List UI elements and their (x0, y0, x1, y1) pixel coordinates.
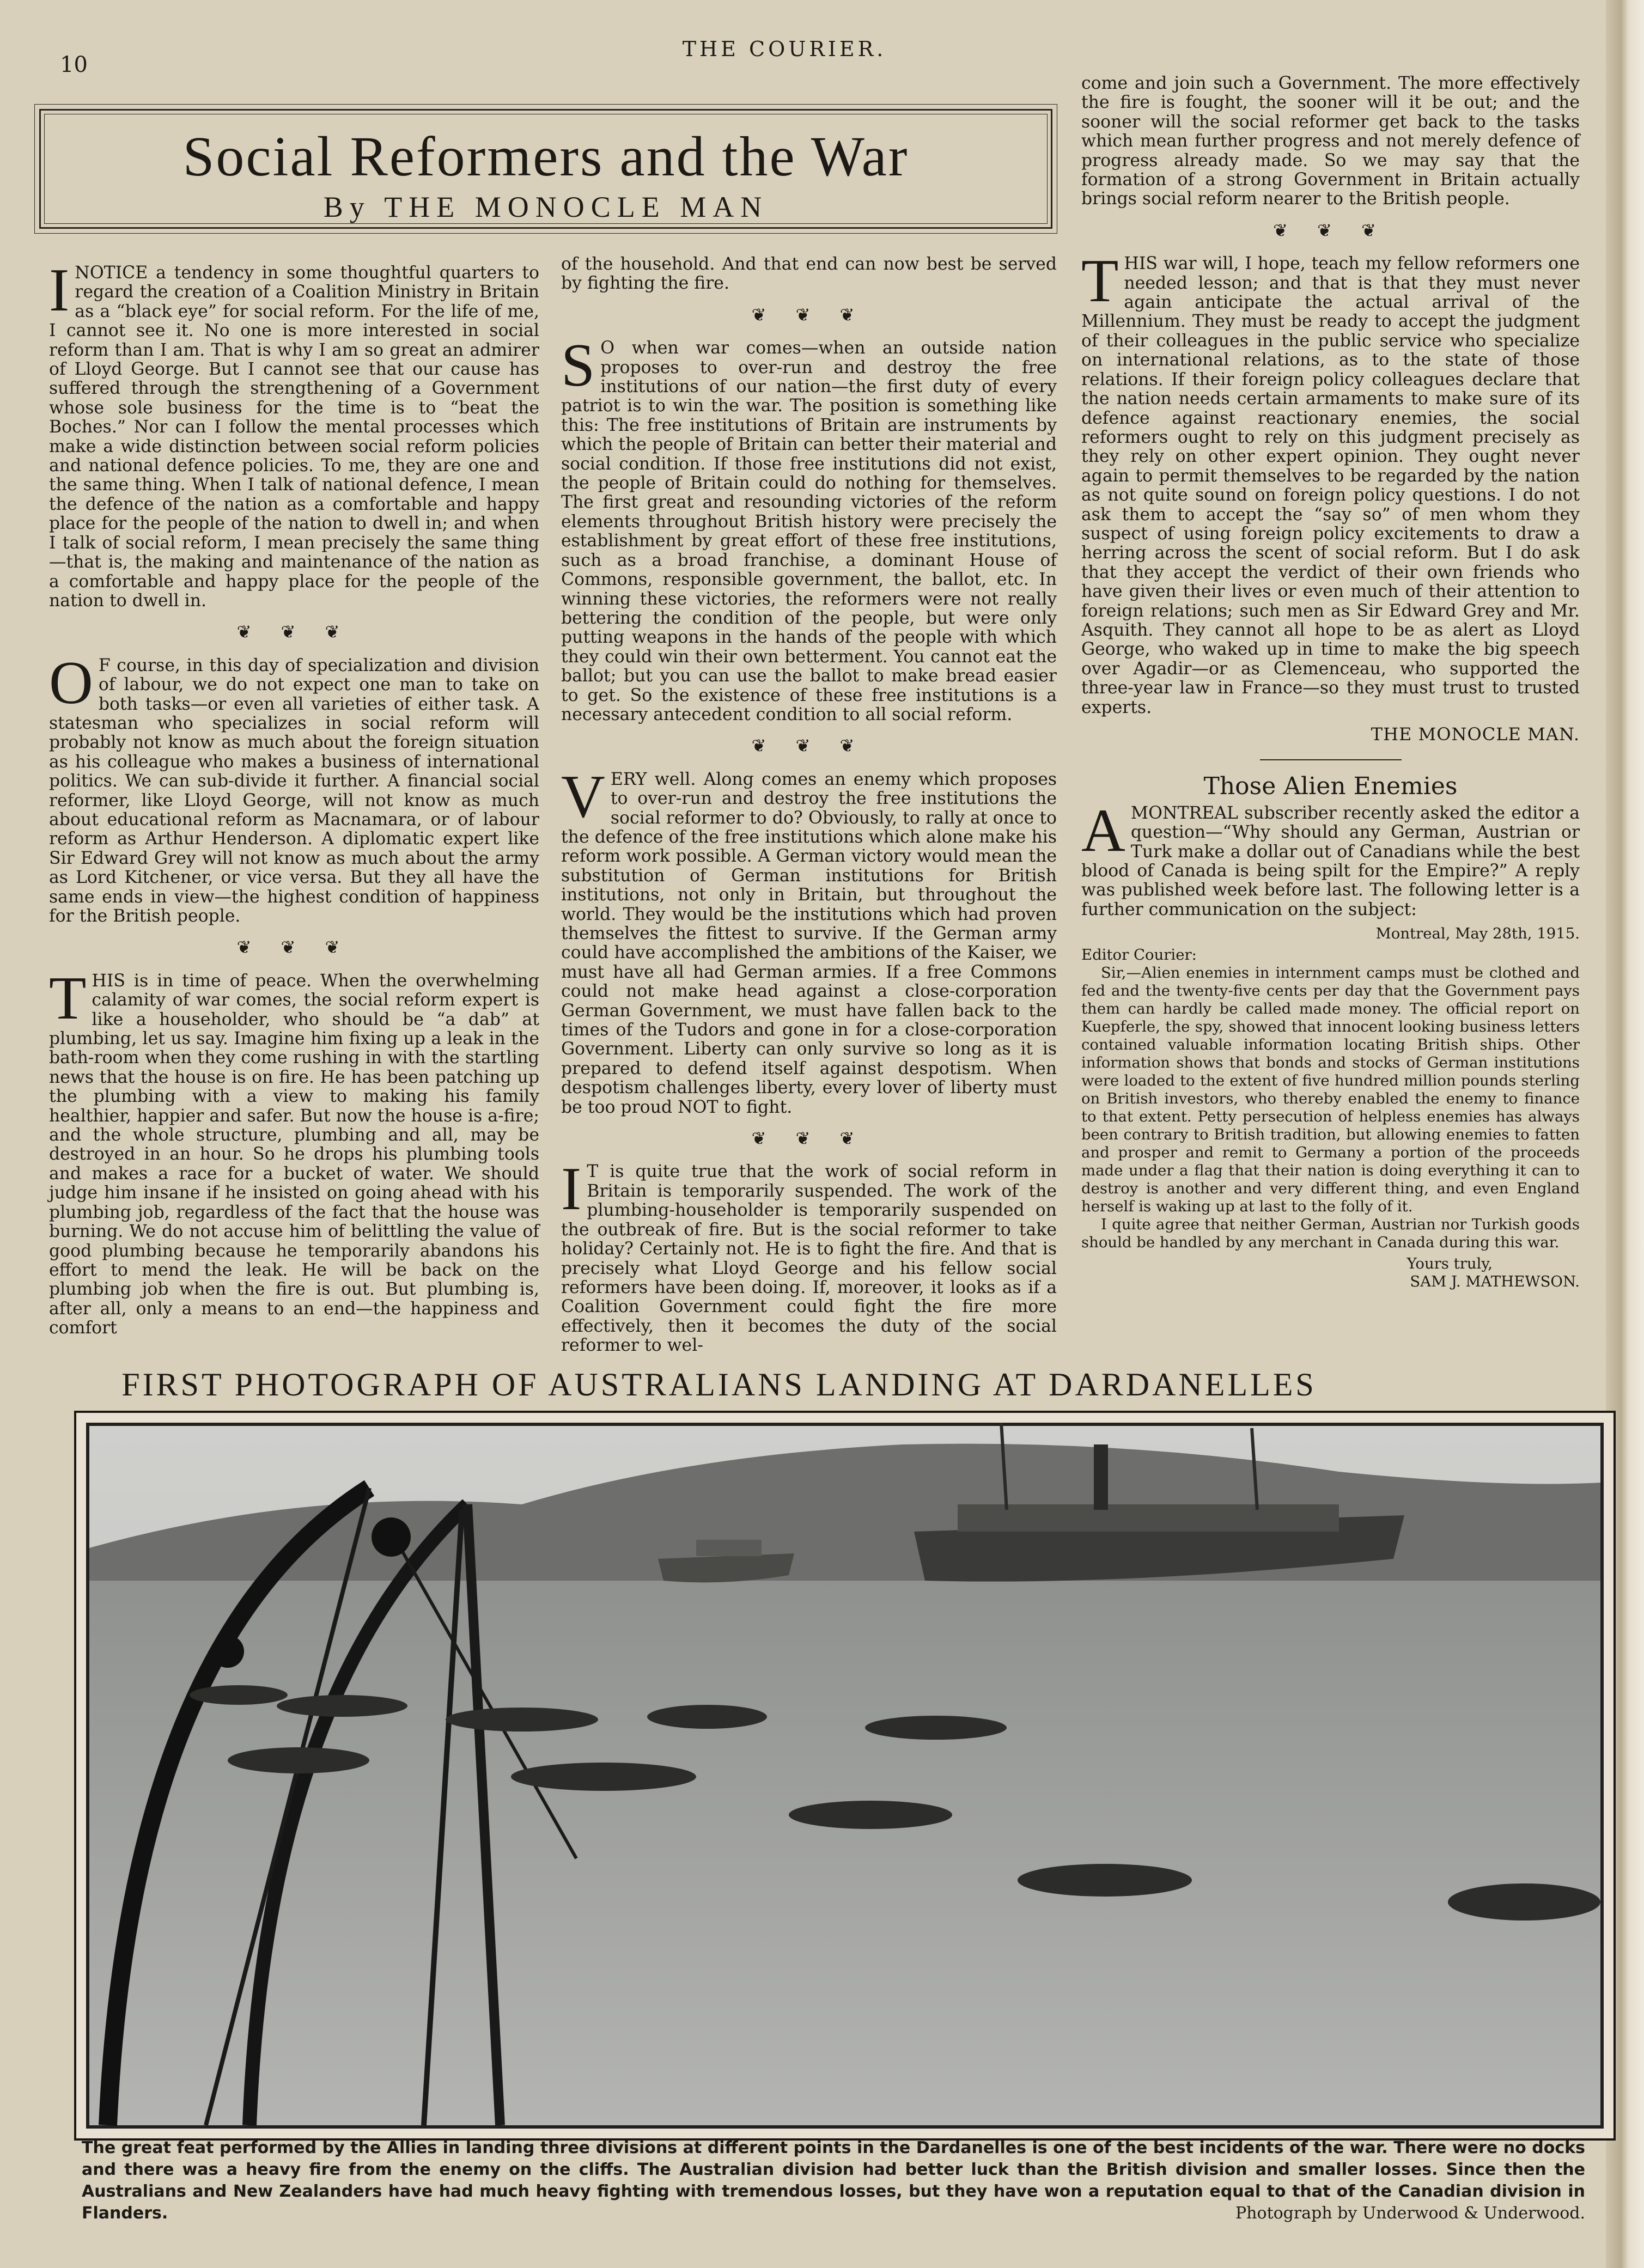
photo-frame (74, 1411, 1616, 2141)
column-1 (49, 257, 539, 1338)
col1-para (49, 257, 539, 611)
col2-para (561, 763, 1057, 1117)
col2-para (561, 332, 1057, 724)
col2-para (561, 255, 1057, 294)
paragraph-text: O when war comes—when an outside nation proposes to over-run and destroy the free institutions of our nation—the first duty of every patriot is to win the war. The position is something like this: The free institutions of Britain are instruments by which the people of Britain can better their material and social condition. If those free institutions did not exist, the people of Britain could do nothing for themselves. The first great and resounding victories of the reform elements throughout British history were precisely the establishment by great effort of these free institutions, such as a broad franchise, a dominant House of Commons, responsible government, the ballot, etc. In winning these victories, the reformers were not really bettering the condition of the people, but were only putting weapons in the hands of the people with which they could win their own betterment. You cannot eat the ballot; but you can use the ballot to make bread easier to get. So the existence of these free institutions is a necessary antecedent condition to all social reform. (561, 338, 1057, 724)
col1-para (49, 964, 539, 1338)
col3-para (1081, 74, 1580, 209)
col1-para (49, 649, 539, 926)
dropcap: S (561, 332, 595, 400)
closing: Yours truly, (1406, 1255, 1493, 1273)
column-3 (1081, 74, 1580, 1291)
sea (89, 1581, 1600, 2125)
paragraph-text: MONTREAL subscriber recently asked the editor a question—“Why should any German, Austrian or Turk make a dollar out of Canadians while the best blood of Canada is being spilt for the Empire?” A reply was published week before last. The following letter is a further communication on the subject: (1081, 803, 1580, 919)
dropcap: V (561, 763, 605, 831)
signer: SAM J. MATHEWSON. (1410, 1273, 1580, 1291)
dropcap: T (49, 964, 87, 1032)
dateline: Montreal, May 28th, 1915. (1375, 925, 1580, 943)
photo-headline: FIRST PHOTOGRAPH OF AUSTRALIANS LANDING AT DARDANELLES (121, 1367, 1317, 1403)
letter-para: I quite agree that neither German, Austrian nor Turkish goods should be handled by any merchant in Canada during this war. (1081, 1216, 1580, 1252)
photo-caption (82, 2137, 1585, 2224)
dropcap: T (1081, 247, 1119, 315)
paragraph-text: NOTICE a tendency in some thoughtful quarters to regard the creation of a Coalition Ministry in Britain as a “black eye” for social reform. For the life of me, I cannot see it. No one is more interested in social reform than I am. That is why I am so great an admirer of Lloyd George. But I cannot see that our cause has suffered through the strengthening of a Government whose sole business for the time is to “beat the Boches.” Nor can I follow the mental processes which make a wide distinction between social reform policies and national defence policies. To me, they are one and the same thing. When I talk of national defence, I mean the defence of the nation as a comfortable and happy place for the people of the nation to dwell in; and when I talk of social reform, I mean precisely the same thing—that is, the making and maintenance of the nation as a comfortable and happy place for the people of the nation to dwell in. (49, 263, 539, 611)
salutation: Editor Courier: (1081, 946, 1197, 964)
running-head: THE COURIER. (682, 37, 887, 61)
paragraph-text: come and join such a Government. The more effectively the fire is fought, the sooner will it be out; and the sooner will the social reformer get back to the tasks which mean further progress and not merely defence of progress already made. So we may say that the formation of a strong Government in Britain actually brings social reform nearer to the British people. (1081, 74, 1580, 209)
landing-photograph (86, 1423, 1604, 2129)
alien-intro (1081, 796, 1580, 919)
column-2 (561, 255, 1057, 1356)
ornament: ❦ ❦ ❦ (236, 621, 352, 643)
byline: By THE MONOCLE MAN (323, 191, 769, 223)
signature: THE MONOCLE MAN. (1371, 724, 1580, 745)
alien-enemies-title: Those Alien Enemies (1203, 772, 1458, 801)
paragraph-text: ERY well. Along comes an enemy which proposes to over-run and destroy the free institutions the social reformer to do? Obviously, to rally at once to the defence of the free institutions which alone make his reform work possible. A German victory would mean the substitution of German institutions for British institutions, not only in Britain, but throughout the world. They would be the institutions which had proven themselves the fittest to survive. If the German army could have accomplished the ambitions of the Kaiser, we must have all had German armies. If a free Commons could not make head against a close-corporation German Government, we must have fallen back to the times of the Tudors and gone in for a close-corporation Government. Liberty can only survive so long as it is prepared to defend itself against despotism. When despotism challenges liberty, every lover of liberty must be too proud NOT to fight. (561, 769, 1057, 1117)
ornament: ❦ ❦ ❦ (751, 735, 867, 757)
letter-para: Sir,—Alien enemies in internment camps must be clothed and fed and the twenty-five cents per day that the Government pays them can hardly be called made money. The official report on Kuepferle, the spy, showed that innocent looking business letters contained valuable information locating British ships. Other information shows that bonds and stocks of German institutions were loaded to the extent of five hundred million pounds sterling on British investors, who thereby enabled the enemy to finance to that extent. Petty persecution of helpless enemies has always been contrary to British tradition, but allowing enemies to fatten and prosper and remit to Germany a portion of the proceeds made under a flag that their nation is doing everything it can to destroy is another and very different thing, and even England herself is waking up at last to the folly of it. (1081, 964, 1580, 1216)
col2-para (561, 1155, 1057, 1356)
dropcap: O (49, 649, 93, 717)
title-box (39, 109, 1052, 229)
ornament: ❦ ❦ ❦ (1273, 220, 1388, 241)
paragraph-text: of the household. And that end can now best be served by fighting the fire. (561, 254, 1057, 294)
ornament: ❦ ❦ ❦ (751, 304, 867, 325)
ornament: ❦ ❦ ❦ (236, 937, 352, 958)
caption-text: The great feat performed by the Allies in landing three divisions at different points in the Dardanelles is one of the best incidents of the war. There were no docks and there was a heavy fire from the enemy on the cliffs. The Australian division had better luck than the British division and smaller losses. Since then the Australians and New Zealanders have had much heavy fighting with tremendous losses, but they have won a reputation equal to that of the Canadian division in Flanders. (82, 2138, 1585, 2223)
letter (1081, 925, 1580, 1291)
dropcap: I (561, 1155, 582, 1223)
divider (1260, 759, 1402, 760)
dropcap: I (49, 257, 70, 324)
paragraph-text: T is quite true that the work of social reform in Britain is temporarily suspended. The work of the plumbing-householder is temporarily suspended on the outbreak of fire. But is the social reformer to take holiday? Certainly not. He is to fight the fire. And that is precisely what Lloyd George and his fellow social reformers have been doing. If, moreover, it looks as if a Coalition Government could fight the fire more effectively, then it becomes the duty of the social reformer to wel- (561, 1162, 1057, 1356)
col3-para (1081, 247, 1580, 717)
paragraph-text: HIS war will, I hope, teach my fellow reformers one needed lesson; and that is that they must never again anticipate the actual arrival of the Millennium. They must be ready to accept the judgment of their colleagues in the public service who specialize on international relations, as to the state of those relations. If their foreign policy colleagues declare that the nation needs certain armaments to make sure of its defence against reactionary enemies, the social reformers ought to rely on this judgment precisely as they rely on other expert opinion. They ought never again to permit themselves to be regarded by the nation as not quite sound on foreign policy questions. I do not ask them to accept the “say so” of men whom they suspect of using foreign policy excitements to draw a herring across the scent of social reform. But I do ask that they accept the verdict of their own friends who have given their lives or even much of their attention to foreign relations; such men as Sir Edward Grey and Mr. Asquith. They cannot all hope to be as alert as Lloyd George, who waked up in time to make the big speech over Agadir—or as Clemenceau, who supported the three-year law in France—so they must trust to trusted experts. (1081, 254, 1580, 717)
ornament: ❦ ❦ ❦ (751, 1128, 867, 1149)
photo-credit: Photograph by Underwood & Underwood. (1235, 2204, 1585, 2223)
dropcap: A (1081, 796, 1125, 864)
page-number: 10 (60, 52, 88, 77)
paragraph-text: F course, in this day of specialization and division of labour, we do not expect one man to take on both tasks—or even all varieties of either task. A statesman who specializes in social reform will probably not know as much about the foreign situation as his colleague who makes a business of international politics. We can sub-divide it further. A financial social reformer, like Lloyd George, will not know as much about educational reform as Macnamara, or of labour reform as Arthur Henderson. A diplomatic expert like Sir Edward Grey will not know as much about the army as Lord Kitchener, or vice versa. But they all have the same ends in view—the highest condition of happiness for the British people. (49, 655, 539, 926)
article-title: Social Reformers and the War (182, 125, 909, 188)
paragraph-text: HIS is in time of peace. When the overwhelming calamity of war comes, the social reform expert is like a householder, who should be “a dab” at plumbing, let us say. Imagine him fixing up a leak in the bath-room when they come rushing in with the startling news that the house is on fire. He has been patching up the plumbing with a view to making his family healthier, happier and safer. But now the house is a-fire; and the whole structure, plumbing and all, may be destroyed in an hour. So he drops his plumbing tools and makes a race for a bucket of water. We should judge him insane if he insisted on going ahead with his plumbing job, regardless of the fact that the house was burning. We do not accuse him of belittling the value of good plumbing because he temporarily abandons his effort to mend the leak. He will be back on the plumbing job when the fire is out. But plumbing is, after all, only a means to an end—the happiness and comfort (49, 971, 539, 1338)
